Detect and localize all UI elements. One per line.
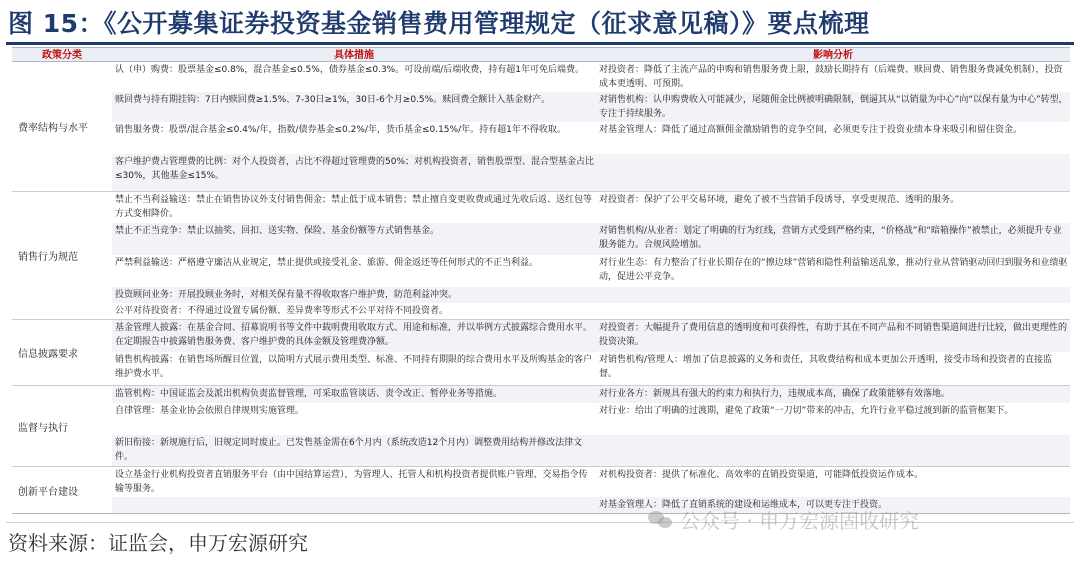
title-underline [6,42,1074,45]
impact-cell: 对销售机构/从业者：划定了明确的行为红线，营销方式受到严格约束，“价格战”和“暗箱操作”被禁止，必须提升专业服务能力。合规风险增加。 [596,223,1070,255]
table-row [112,386,1070,403]
table-row [112,403,1070,435]
table-row [112,352,1070,385]
table-row [112,255,1070,287]
group-fee-structure [12,62,1070,192]
table-row [112,154,1070,191]
measure-cell: 基金管理人披露：在基金合同、招募说明书等文件中载明费用收取方式、用途和标准，并以举例方式披露综合费用水平。在定期报告中披露销售服务费、客户维护费的具体金额及管理费净额。 [112,320,596,352]
table-row [112,62,1070,92]
table-header [12,47,1070,62]
impact-cell: 对销售机构：认申购费收入可能减少，尾随佣金比例被明确限制，倒逼其从“以销量为中心”向“以保有量为中心”转型，专注于持续服务。 [596,92,1070,122]
measure-cell: 设立基金行业机构投资者直销服务平台（由中国结算运营），为管理人、托管人和机构投资者提供账户管理、交易指令传输等服务。 [115,470,588,494]
impact-cell: 对投资者：降低了主流产品的申购和销售服务费上限，鼓励长期持有（后端费、赎回费、销售服务费减免机制），投资成本更透明、可预期。 [599,65,1063,89]
group-name: 销售行为规范 [18,252,78,263]
measure-cell: 新旧衔接：新规施行后，旧规定同时废止。已发售基金需在6个月内（系统改造12个月内）调整费用结构并修改法律文件。 [112,435,596,466]
impact-cell: 对行业：给出了明确的过渡期，避免了政策“一刀切”带来的冲击，允许行业平稳过渡到新的监管框架下。 [599,406,1014,416]
impact-cell [596,435,1070,466]
table-row [112,435,1070,466]
group-name: 信息披露要求 [18,349,78,360]
table-row [112,192,1070,223]
table-row [112,223,1070,255]
table-row [112,287,1070,303]
measure-cell: 自律管理：基金业协会依照自律规则实施管理。 [115,406,305,416]
table-row [112,303,1070,319]
table-row [112,497,1070,513]
measure-cell: 销售机构披露：在销售场所醒目位置，以简明方式展示费用类型、标准、不同持有期限的综合费用水平及所购基金的客户维护费水平。 [115,355,593,379]
impact-cell [596,154,1070,191]
impact-cell [596,287,1070,303]
group-name: 监督与执行 [18,422,68,434]
group-supervision [12,386,1070,467]
impact-cell: 对销售机构/管理人：增加了信息披露的义务和责任，其收费结构和成本更加公开透明，接受市场和投资者的直接监督。 [599,355,1053,379]
measure-cell: 禁止不当利益输送：禁止在销售协议外支付销售佣金；禁止低于成本销售；禁止擅自变更收费或通过先收后返、送红包等方式变相降价。 [115,195,593,219]
impact-cell: 对投资者：大幅提升了费用信息的透明度和可获得性，有助于其在不同产品和不同销售渠道间进行比较，做出更理性的投资决策。 [596,320,1070,352]
table-row [112,320,1070,352]
measure-cell [112,497,596,513]
header-impact: 影响分析 [813,50,853,61]
measure-cell: 销售服务费：股票/混合基金≤0.4%/年，指数/债券基金≤0.2%/年，货币基金≤0.15%/年。持有超1年不得收取。 [115,125,566,135]
measure-cell: 公平对待投资者：不得通过设置专属份额、差异费率等形式不公平对待不同投资者。 [115,306,449,316]
measure-cell: 投资顾问业务：开展投顾业务时，对相关保有量不得收取客户维护费，防范利益冲突。 [112,287,596,303]
measure-cell: 客户维护费占管理费的比例：对个人投资者，占比不得超过管理费的50%；对机构投资者，销售股票型、混合型基金占比≤30%，其他基金≤15%。 [112,154,596,191]
impact-cell: 对基金管理人：降低了通过高额佣金激励销售的竞争空间，必须更专注于投资业绩本身来吸引和留住资金。 [599,125,1023,135]
group-name: 创新平台建设 [18,486,78,498]
measure-cell: 监管机构：中国证监会及派出机构负责监督管理，可采取监管谈话、责令改正、暂停业务等措施。 [112,386,596,403]
header-category: 政策分类 [42,50,82,61]
measure-cell: 赎回费与持有期挂钩：7日内赎回费≥1.5%、7-30日≥1%，30日-6个月≥0.5%。赎回费全额计入基金财产。 [112,92,596,122]
measure-cell: 禁止不正当竞争：禁止以抽奖、回扣、送实物、保险、基金份额等方式销售基金。 [112,223,596,255]
header-measures: 具体措施 [334,50,374,61]
group-sales-conduct [12,192,1070,320]
group-name: 费率结构与水平 [18,123,88,134]
impact-cell: 对行业生态：有力整治了行业长期存在的“擦边球”营销和隐性利益输送乱象，推动行业从营销驱动回归到服务和业绩驱动，促进公平竞争。 [599,258,1068,282]
source-note: 资料来源：证监会，申万宏源研究 [8,531,308,555]
measure-cell: 认（申）购费：股票基金≤0.8%，混合基金≤0.5%，债券基金≤0.3%。可设前端/后端收费，持有超1年可免后端费。 [115,65,584,75]
impact-cell: 对基金管理人：降低了直销系统的建设和运维成本，可以更专注于投资。 [596,497,1070,513]
impact-cell [596,303,1070,319]
measure-cell: 严禁利益输送：严格遵守廉洁从业规定，禁止提供或接受礼金、旅游、佣金返还等任何形式的不正当利益。 [115,258,539,268]
table-row [112,467,1070,497]
impact-cell: 对行业各方：新规具有强大的约束力和执行力，违规成本高，确保了政策能够有效落地。 [596,386,1070,403]
watermark [648,505,919,534]
table-row [112,122,1070,154]
wechat-icon [648,509,674,531]
impact-cell: 对机构投资者：提供了标准化、高效率的直销投资渠道，可能降低投资运作成本。 [599,470,924,480]
table-row [112,92,1070,122]
figure-title: 图 15：《公开募集证券投资基金销售费用管理规定（征求意见稿）》要点梳理 [8,9,870,38]
watermark-text: 公众号 · 申万宏源固收研究 [680,509,920,533]
policy-table [12,47,1070,514]
impact-cell: 对投资者：保护了公平交易环境，避免了被不当营销手段诱导，享受更规范、透明的服务。 [599,195,960,205]
group-disclosure [12,320,1070,386]
